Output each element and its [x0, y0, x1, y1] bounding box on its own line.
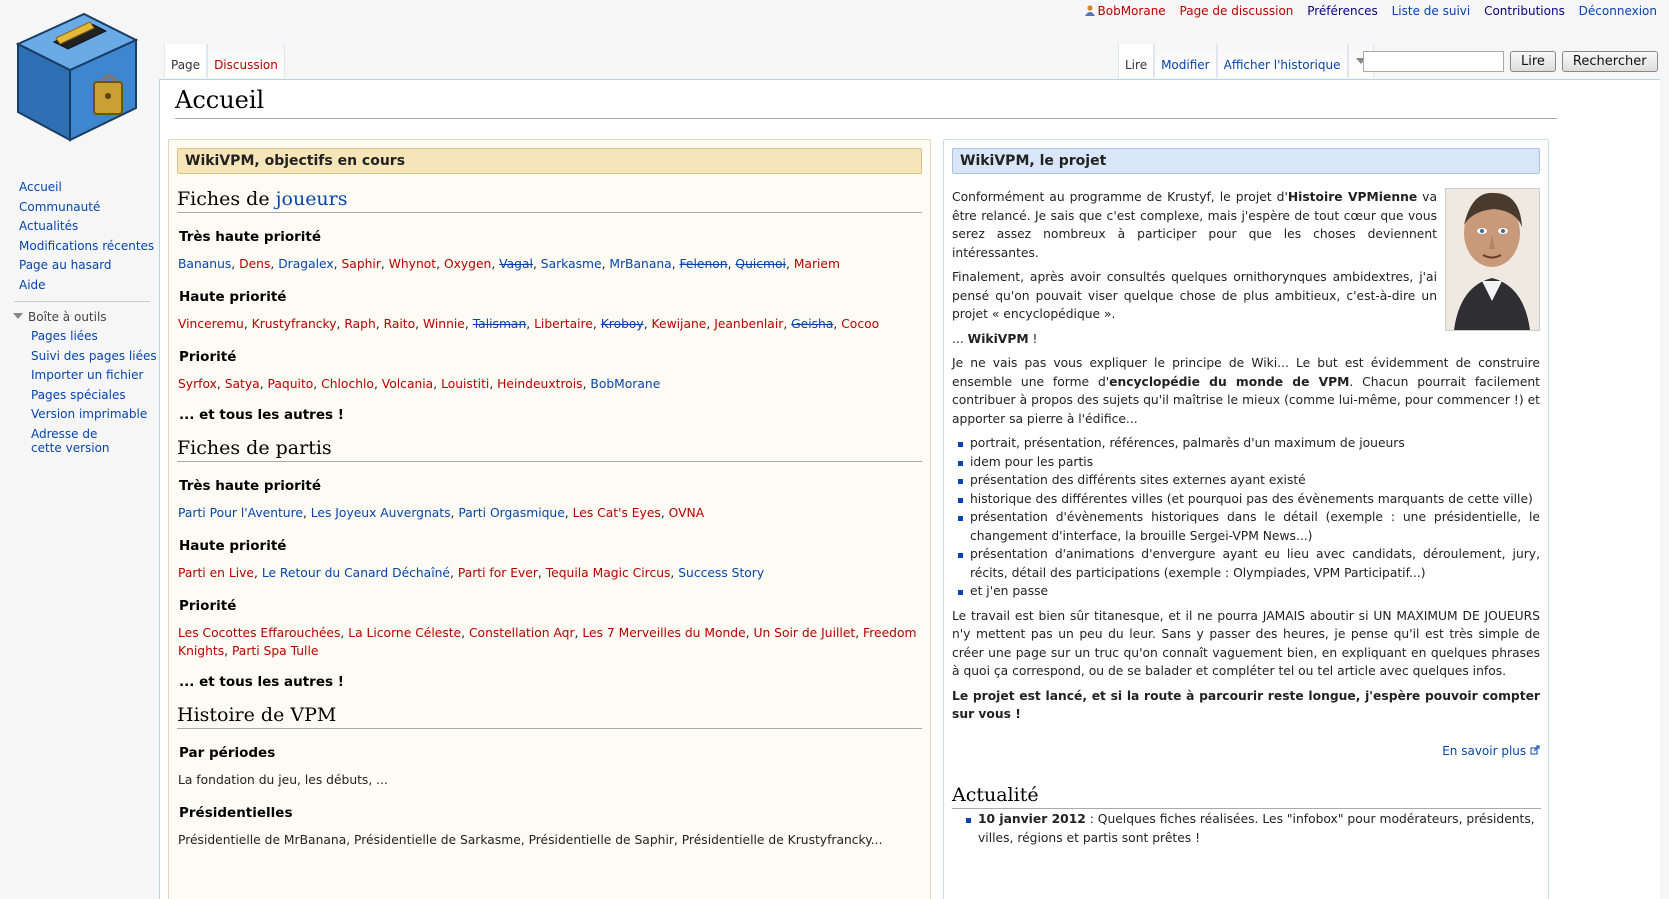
parties-and-others: ... et tous les autres ! — [179, 674, 344, 690]
wiki-link[interactable]: Syrfox — [178, 377, 217, 391]
p1-text-c: va être relancé. Je sais que c'est complexe, mais j'espère de tout cœur que vous serez assez nombreux à participer pour que les choses deviennent intéressantes. — [952, 190, 1437, 260]
wiki-link[interactable]: Freedom Knights — [178, 626, 917, 658]
wiki-link[interactable]: Chlochlo — [321, 377, 374, 391]
wiki-link[interactable]: Les Cocottes Effarouchées — [178, 626, 341, 640]
wiki-link[interactable]: OVNA — [668, 506, 705, 520]
players-high-title: Haute priorité — [179, 289, 287, 305]
tool-related-changes[interactable]: Suivi des pages liées — [31, 348, 157, 363]
tool-permanent-link[interactable]: Adresse de cette version — [31, 426, 110, 455]
wiki-link[interactable]: Bananus — [178, 257, 232, 271]
project-bullet-list — [970, 434, 1540, 601]
wiki-link[interactable]: Raph — [344, 317, 376, 331]
tool-printable-version[interactable]: Version imprimable — [31, 407, 148, 421]
wiki-link[interactable]: Les 7 Merveilles du Monde — [582, 626, 746, 640]
parties-very-high-title: Très haute priorité — [179, 478, 322, 494]
wiki-link[interactable]: Jeanbenlair — [714, 317, 784, 331]
personal-preferences-link[interactable]: Préférences — [1307, 4, 1378, 18]
p3-text-bold: WikiVPM — [967, 331, 1029, 346]
parties-high-list: Parti en Live, Le Retour du Canard Déchaîné, Parti for Ever, Tequila Magic Circus, Success Story — [178, 566, 765, 580]
presidential-text: Présidentielle de MrBanana, Présidentielle de Sarkasme, Présidentielle de Saphir, Présidentielle de Krustyfrancky... — [178, 833, 883, 847]
wiki-link[interactable]: Les Joyeux Auvergnats — [310, 506, 451, 520]
wiki-link[interactable]: Success Story — [678, 566, 765, 580]
p4-text-c: . Chacun pourrait facilement contribuer à propos des sujets qu'il maîtrise le mieux (comme lui-même, pour commencer !) et apporter sa pierre à l'édifice... — [952, 374, 1540, 426]
history-section-title: Histoire de VPM — [177, 704, 922, 729]
p4-text-bold: encyclopédie du monde de VPM — [1109, 374, 1350, 389]
external-link-icon — [1530, 744, 1540, 758]
wiki-link[interactable]: Parti Pour l'Aventure — [178, 506, 303, 520]
wiki-link[interactable]: Les Cat's Eyes — [572, 506, 661, 520]
project-paragraph-2: Finalement, après avoir consultés quelques ornithorynques ambidextres, j'ai pensé qu'on pouvait viser quelque chose de plus ambitieux, c'est-à-dire un projet « encyclopédique ». — [952, 270, 1437, 321]
news-text: : Quelques fiches réalisées. Les "infobox" pour modérateurs, présidents, villes, régions et partis sont prêtes ! — [978, 812, 1535, 845]
players-very-high-title: Très haute priorité — [179, 229, 322, 245]
tool-special-pages[interactable]: Pages spéciales — [31, 387, 126, 402]
wiki-link[interactable]: Oxygen — [443, 257, 492, 271]
wiki-link[interactable]: Volcania — [381, 377, 434, 391]
content-area — [159, 79, 1660, 899]
wiki-link[interactable]: Raito — [383, 317, 416, 331]
objectives-header: WikiVPM, objectifs en cours — [177, 148, 922, 174]
news-item — [978, 810, 1549, 847]
personal-user-link[interactable]: BobMorane — [1097, 4, 1166, 18]
sidebar-item-help[interactable]: Aide — [19, 277, 46, 292]
project-paragraph-6: Le projet est lancé, et si la route à parcourir reste longue, j'espère pouvoir compter sur vous ! — [952, 688, 1540, 721]
tab-read[interactable]: Lire — [1118, 44, 1154, 78]
p1-text-a: Conformément au programme de Krustyf, le projet d' — [952, 190, 1288, 204]
list-item: et j'en passe — [970, 582, 1540, 601]
periods-title: Par périodes — [179, 745, 276, 761]
p3-text-a: ... — [952, 331, 968, 346]
wiki-link[interactable]: Talisman — [472, 317, 527, 331]
list-item: présentation des différents sites externes ayant existé — [970, 471, 1540, 490]
list-item: portrait, présentation, références, palmarès d'un maximum de joueurs — [970, 434, 1540, 453]
project-paragraph-4 — [952, 354, 1540, 428]
sidebar-item-recent-changes[interactable]: Modifications récentes — [19, 238, 155, 253]
wiki-link[interactable]: Saphir — [341, 257, 381, 271]
wiki-link[interactable]: Satya — [224, 377, 260, 391]
wiki-link[interactable]: Kroboy — [600, 317, 644, 331]
personal-tools — [1075, 4, 1657, 18]
wiki-link[interactable]: Parti en Live — [178, 566, 254, 580]
sidebar-item-communaute[interactable]: Communauté — [19, 199, 101, 214]
wiki-link[interactable]: Dragalex — [278, 257, 334, 271]
players-high-list: Vinceremu, Krustyfrancky, Raph, Raito, Winnie, Talisman, Libertaire, Kroboy, Kewijane, Jeanbenlair, Geisha, Cocoo — [178, 317, 880, 331]
players-section-title — [177, 188, 922, 213]
sidebar-item-actualites[interactable]: Actualités — [19, 219, 79, 233]
parties-priority-title: Priorité — [179, 598, 237, 614]
objectives-box — [168, 139, 931, 899]
wiki-link[interactable]: Sarkasme — [540, 257, 602, 271]
periods-text: La fondation du jeu, les débuts, ... — [178, 773, 388, 787]
wiki-link[interactable]: Geisha — [791, 317, 834, 331]
search-form — [1363, 51, 1658, 72]
list-item: idem pour les partis — [970, 453, 1540, 472]
wiki-link[interactable]: Mariem — [793, 257, 840, 271]
wiki-link[interactable]: Parti for Ever — [457, 566, 538, 580]
project-header: WikiVPM, le projet — [952, 148, 1540, 174]
search-input[interactable] — [1363, 51, 1504, 72]
tool-upload-file[interactable]: Importer un fichier — [31, 368, 144, 382]
wiki-link[interactable]: Quicmoi — [735, 257, 786, 271]
list-item: historique des différentes villes (et pourquoi pas des évènements marquants de cette ville) — [970, 490, 1540, 509]
site-logo[interactable] — [10, 0, 150, 160]
wiki-link[interactable]: Le Retour du Canard Déchaîné — [261, 566, 450, 580]
sidebar-item-random-page[interactable]: Page au hasard — [19, 258, 112, 272]
parties-high-title: Haute priorité — [179, 538, 287, 554]
triangle-down-icon — [13, 313, 23, 319]
project-box — [943, 139, 1549, 899]
learn-more-text[interactable]: En savoir plus — [1442, 743, 1527, 758]
portrait-image[interactable] — [1445, 188, 1540, 331]
p1-text-bold: Histoire VPMienne — [1287, 190, 1418, 204]
wiki-link[interactable]: Constellation Aqr — [468, 626, 575, 640]
personal-talk-link[interactable]: Page de discussion — [1179, 4, 1294, 18]
players-and-others: ... et tous les autres ! — [179, 407, 344, 423]
wiki-link[interactable]: Louistiti — [441, 377, 490, 391]
tab-discussion[interactable]: Discussion — [207, 44, 285, 78]
wiki-link[interactable]: Winnie — [422, 317, 465, 331]
p4-text-a: Je ne vais pas vous expliquer le principe de Wiki... Le but est évidemment de construire ensemble une forme d' — [952, 356, 1540, 389]
players-priority-title: Priorité — [179, 349, 237, 365]
tab-edit[interactable]: Modifier — [1154, 44, 1217, 78]
page-title: Accueil — [175, 86, 1557, 119]
players-priority-list: Syrfox, Satya, Paquito, Chlochlo, Volcania, Louistiti, Heindeuxtrois, BobMorane — [178, 377, 661, 391]
list-item: présentation d'évènements historiques dans le détail (exemple : une présidentielle, le changement d'interface, la brouille Sergei-VPM News...) — [970, 508, 1540, 545]
wiki-link[interactable]: Heindeuxtrois — [497, 377, 583, 391]
wiki-link[interactable]: MrBanana — [609, 257, 672, 271]
search-button[interactable]: Rechercher — [1562, 51, 1658, 72]
wiki-link[interactable]: Kewijane — [651, 317, 707, 331]
news-list — [978, 810, 1549, 847]
personal-watchlist-link[interactable]: Liste de suivi — [1391, 4, 1471, 18]
wiki-link[interactable]: Vagal — [499, 257, 533, 271]
wiki-link[interactable]: Parti Orgasmique — [458, 506, 565, 520]
view-tabs — [1118, 44, 1374, 78]
players-link[interactable]: joueurs — [275, 188, 348, 210]
players-very-high-list: Bananus, Dens, Dragalex, Saphir, Whynot, Oxygen, Vagal, Sarkasme, MrBanana, Felenon, Quicmoi, Mariem — [178, 257, 840, 271]
tab-history[interactable]: Afficher l'historique — [1217, 44, 1348, 78]
toolbox-title: Boîte à outils — [28, 310, 107, 324]
personal-logout-link[interactable]: Déconnexion — [1578, 4, 1657, 18]
wiki-link[interactable]: Krustyfrancky — [251, 317, 337, 331]
namespace-tabs — [164, 44, 285, 78]
wiki-link[interactable]: Dens — [239, 257, 271, 271]
project-paragraph-5: Le travail est bien sûr titanesque, et il ne pourra JAMAIS aboutir si UN MAXIMUM DE JOUEURS n'y mettent pas un peu du leur. Sans y passer des heures, je pense qu'il est très simple de créer une page sur un truc qu'on connaît vaguement bien, en expliquant en quelques phrases à quoi ça correspond, ou de se balader et compléter tel ou tel article avec quelques infos. — [952, 608, 1540, 678]
sidebar-divider — [14, 301, 150, 302]
wiki-link[interactable]: Tequila Magic Circus — [545, 566, 671, 580]
wiki-link[interactable]: La Licorne Céleste — [348, 626, 462, 640]
wiki-link[interactable]: Paquito — [267, 377, 314, 391]
sidebar — [0, 178, 160, 455]
wiki-link[interactable]: Cocoo — [841, 317, 880, 331]
personal-contributions-link[interactable]: Contributions — [1484, 4, 1565, 18]
presidential-title: Présidentielles — [179, 805, 293, 821]
project-paragraph-3 — [952, 330, 1540, 349]
wiki-link[interactable]: Vinceremu — [178, 317, 244, 331]
p3-text-c: ! — [1028, 331, 1038, 346]
go-button[interactable]: Lire — [1510, 51, 1556, 72]
news-date: 10 janvier 2012 — [978, 812, 1086, 826]
news-section-title: Actualité — [952, 784, 1541, 809]
wiki-link[interactable]: Parti Spa Tulle — [231, 644, 319, 658]
wiki-link[interactable]: Un Soir de Juillet — [753, 626, 856, 640]
list-item: présentation d'animations d'envergure ayant eu lieu avec candidats, déroulement, jury, récits, détail des participations (exemple : Olympiades, VPM Participatif...) — [970, 545, 1540, 582]
parties-section-title: Fiches de partis — [177, 437, 922, 462]
wiki-link[interactable]: Whynot — [388, 257, 437, 271]
sidebar-item-accueil[interactable]: Accueil — [19, 180, 62, 194]
wiki-link[interactable]: Felenon — [679, 257, 728, 271]
learn-more-link[interactable] — [952, 742, 1540, 761]
wiki-link[interactable]: Libertaire — [534, 317, 593, 331]
parties-priority-list: Les Cocottes Effarouchées, La Licorne Céleste, Constellation Aqr, Les 7 Merveilles du Monde, Un Soir de Juillet, Freedom Knights, Parti Spa Tulle — [178, 626, 917, 658]
players-title-text: Fiches de — [177, 188, 276, 210]
parties-very-high-list: Parti Pour l'Aventure, Les Joyeux Auvergnats, Parti Orgasmique, Les Cat's Eyes, OVNA — [178, 506, 705, 520]
wiki-link[interactable]: BobMorane — [590, 377, 661, 391]
tab-page[interactable]: Page — [164, 44, 207, 78]
toolbox-toggle[interactable] — [0, 308, 160, 327]
user-icon — [1085, 5, 1095, 16]
tool-linked-pages[interactable]: Pages liées — [31, 329, 98, 343]
